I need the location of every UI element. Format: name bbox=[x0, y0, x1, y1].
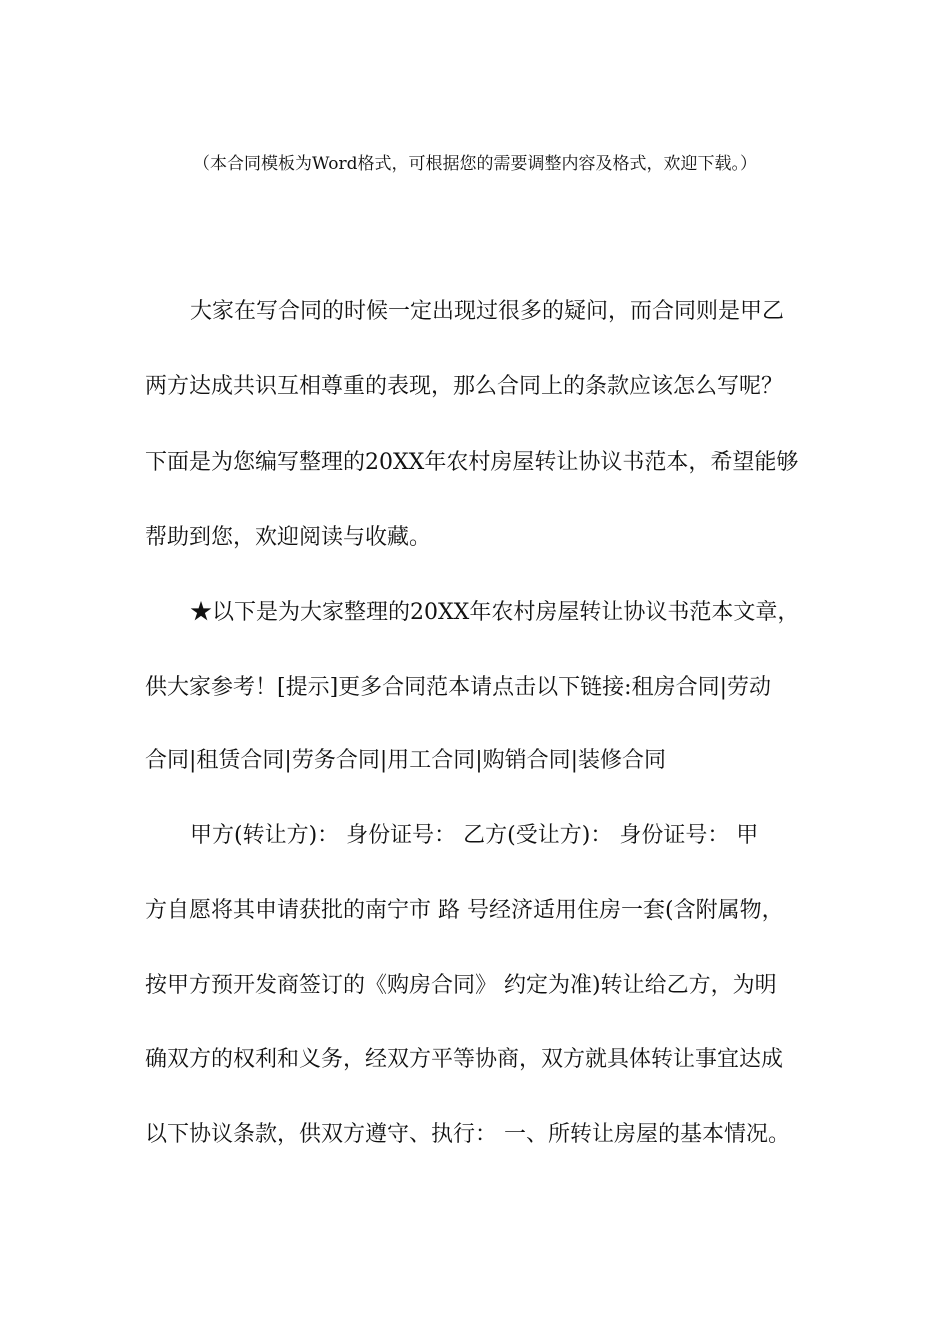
template-format-note: （本合同模板为Word格式，可根据您的需要调整内容及格式，欢迎下载。） bbox=[192, 154, 758, 174]
parties-line-2: 方自愿将其申请获批的南宁市 路 号经济适用住房一套(含附属物， bbox=[145, 898, 784, 923]
parties-line-1: 甲方(转让方)： 身份证号： 乙方(受让方)： 身份证号： 甲 bbox=[190, 823, 759, 848]
intro-line-2: 两方达成共识互相尊重的表现，那么合同上的条款应该怎么写呢？ bbox=[145, 374, 784, 399]
parties-line-3: 按甲方预开发商签订的《购房合同》 约定为准)转让给乙方，为明 bbox=[145, 973, 777, 998]
parties-line-4: 确双方的权利和义务，经双方平等协商，双方就具体转让事宜达成 bbox=[145, 1047, 784, 1072]
tip-line-2: 供大家参考！[提示]更多合同范本请点击以下链接:租房合同|劳动 bbox=[145, 675, 771, 700]
tip-line-1: ★以下是为大家整理的20XX年农村房屋转让协议书范本文章， bbox=[190, 600, 800, 625]
parties-line-5: 以下协议条款，供双方遵守、执行： 一、所转让房屋的基本情况。 bbox=[145, 1122, 790, 1147]
tip-line-3: 合同|租赁合同|劳务合同|用工合同|购销合同|装修合同 bbox=[145, 748, 667, 773]
intro-line-1: 大家在写合同的时候一定出现过很多的疑问，而合同则是甲乙 bbox=[190, 299, 785, 324]
intro-line-3: 下面是为您编写整理的20XX年农村房屋转让协议书范本，希望能够 bbox=[145, 450, 799, 475]
intro-line-4: 帮助到您，欢迎阅读与收藏。 bbox=[145, 525, 432, 550]
